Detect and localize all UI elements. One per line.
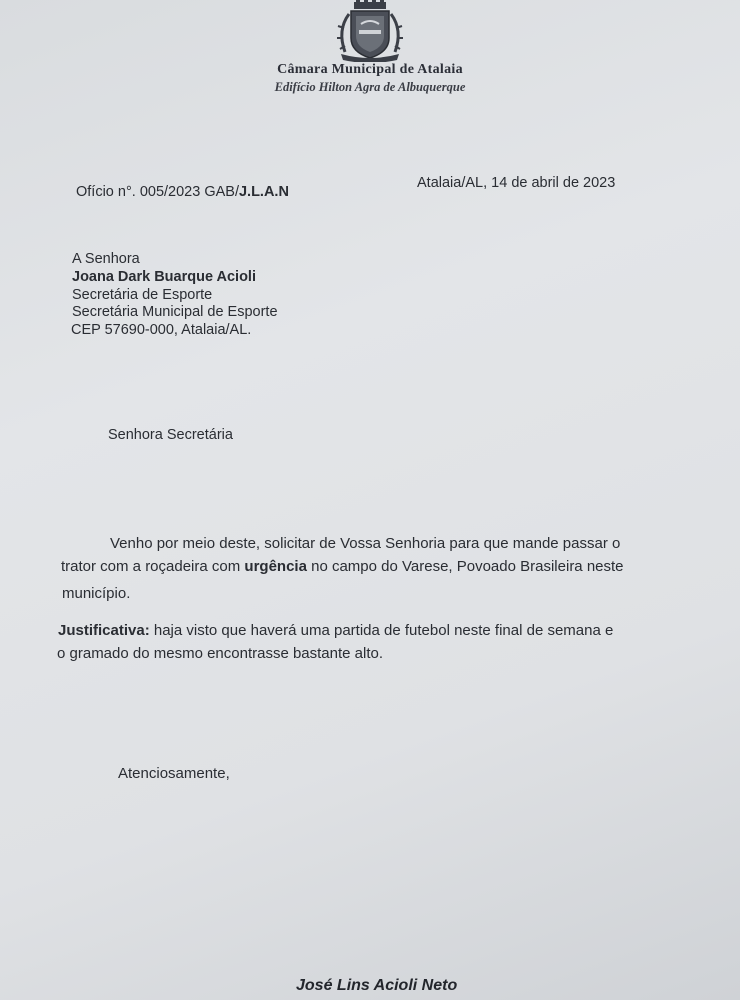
body-line-2-start: trator com a roçadeira com	[61, 558, 245, 575]
recipient-name: Joana Dark Buarque Acioli	[72, 269, 256, 285]
reference-initials: J.L.A.N	[238, 184, 289, 200]
closing: Atenciosamente,	[118, 765, 230, 782]
body-line-1: Venho por meio deste, solicitar de Vossa Senhoria para que mande passar o	[110, 535, 621, 552]
recipient-department: Secretária Municipal de Esporte	[72, 304, 278, 320]
urgency-emphasis: urgência	[244, 558, 307, 575]
body-line-3: município.	[62, 585, 131, 602]
justification-line-1	[58, 622, 613, 639]
signer-name: José Lins Acioli Neto	[296, 977, 458, 994]
recipient-title: Secretária de Esporte	[72, 287, 213, 303]
coat-of-arms-icon	[331, 0, 409, 62]
body-line-2	[61, 558, 624, 575]
institution-name: Câmara Municipal de Atalaia	[277, 62, 463, 77]
recipient-address: CEP 57690-000, Atalaia/AL.	[71, 322, 252, 338]
recipient-salutation: A Senhora	[72, 251, 140, 267]
justification-label: Justificativa:	[58, 622, 150, 639]
justification-line-2: o gramado do mesmo encontrasse bastante alto.	[57, 645, 384, 662]
building-name: Edifício Hilton Agra de Albuquerque	[274, 80, 466, 94]
body-line-2-end: no campo do Varese, Povoado Brasileira neste	[306, 558, 624, 575]
reference-number	[76, 184, 289, 200]
reference-prefix: Ofício n°. 005/2023 GAB/	[76, 184, 239, 200]
place-date: Atalaia/AL, 14 de abril de 2023	[417, 175, 616, 191]
greeting: Senhora Secretária	[108, 427, 233, 443]
justification-text-1: haja visto que haverá uma partida de futebol neste final de semana e	[149, 622, 614, 639]
